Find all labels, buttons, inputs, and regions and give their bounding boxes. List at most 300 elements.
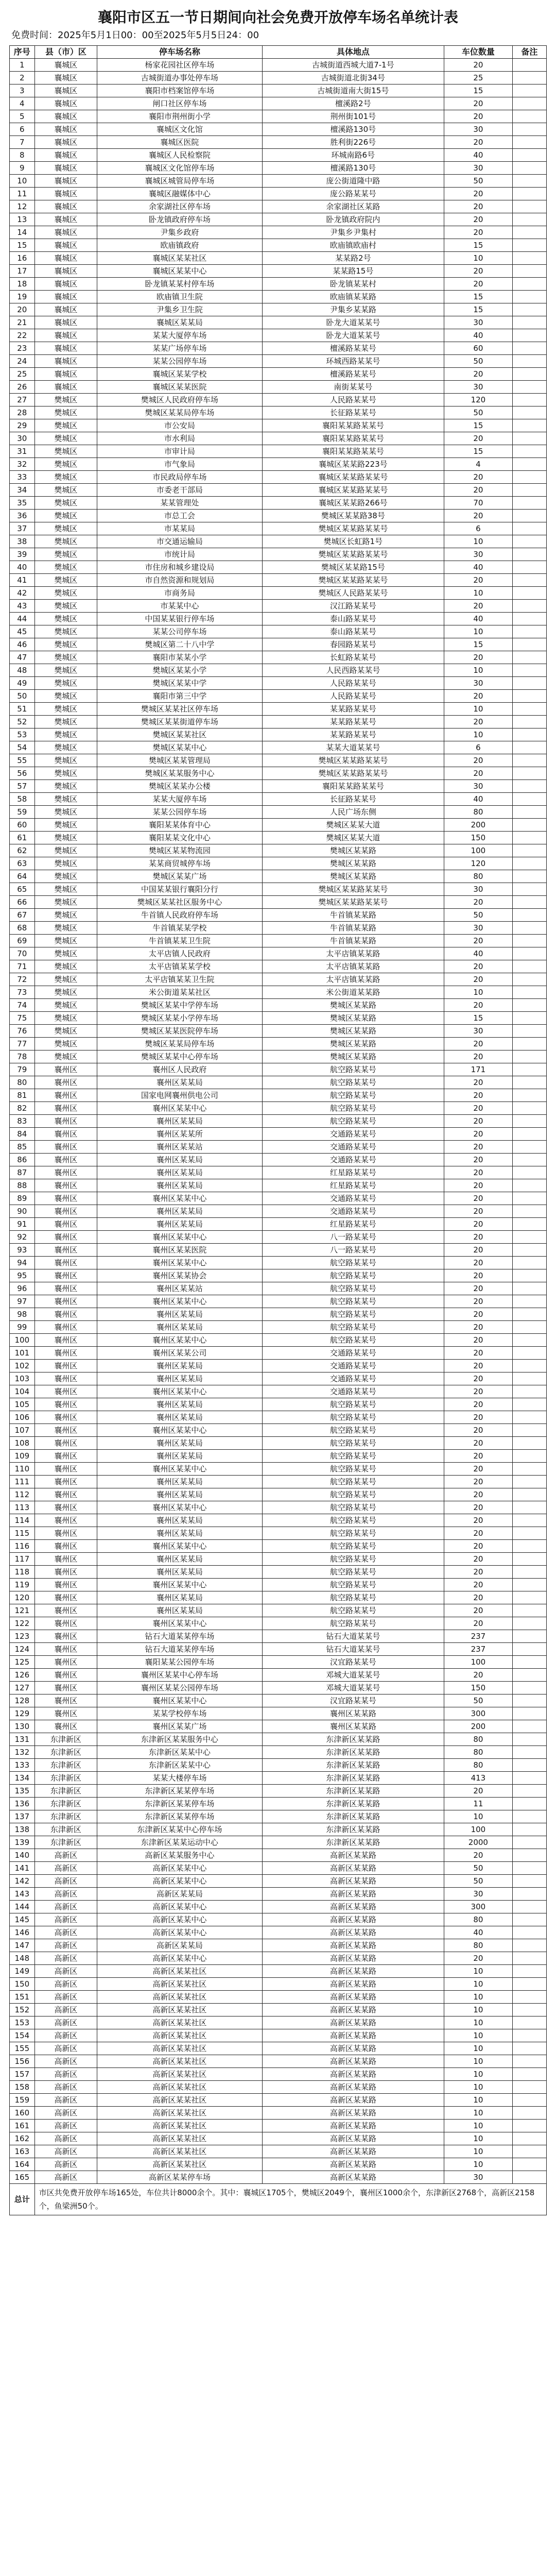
- row-district: 襄州区: [34, 1321, 97, 1334]
- table-row: [10, 793, 547, 806]
- row-lot-name: 樊城区某某局停车场: [97, 1038, 262, 1050]
- row-lot-name: 襄州区某某局: [97, 1527, 262, 1540]
- row-index: 79: [10, 1063, 35, 1076]
- row-remarks: [512, 291, 546, 303]
- row-lot-name: 襄州区某某中心: [97, 1231, 262, 1244]
- table-row: [10, 1269, 547, 1282]
- row-location: 襄城区某某路223号: [262, 458, 444, 471]
- row-spaces: 20: [444, 1372, 513, 1385]
- row-lot-name: 襄城区城管局停车场: [97, 175, 262, 188]
- row-lot-name: 襄州区某某协会: [97, 1269, 262, 1282]
- row-index: 36: [10, 510, 35, 522]
- row-district: 高新区: [34, 2145, 97, 2158]
- row-spaces: 15: [444, 303, 513, 316]
- row-district: 樊城区: [34, 857, 97, 870]
- row-remarks: [512, 1939, 546, 1952]
- table-row: [10, 1424, 547, 1437]
- row-spaces: 10: [444, 1810, 513, 1823]
- row-location: 航空路某某号: [262, 1424, 444, 1437]
- table-row: [10, 1321, 547, 1334]
- row-remarks: [512, 252, 546, 265]
- row-remarks: [512, 896, 546, 909]
- table-row: [10, 252, 547, 265]
- table-row: [10, 1978, 547, 1991]
- row-spaces: 10: [444, 2055, 513, 2068]
- row-lot-name: 襄州区某某局: [97, 1360, 262, 1372]
- row-index: 160: [10, 2107, 35, 2120]
- row-location: 高新区某某路: [262, 1862, 444, 1875]
- row-spaces: 20: [444, 767, 513, 780]
- row-remarks: [512, 1244, 546, 1257]
- row-district: 襄州区: [34, 1669, 97, 1682]
- table-row: [10, 638, 547, 651]
- row-index: 30: [10, 432, 35, 445]
- row-location: 樊城区人民路某某号: [262, 587, 444, 600]
- row-lot-name: 市住房和城乡建设局: [97, 561, 262, 574]
- row-remarks: [512, 200, 546, 213]
- row-location: 东津新区某某路: [262, 1785, 444, 1798]
- row-remarks: [512, 1746, 546, 1759]
- row-remarks: [512, 1591, 546, 1604]
- row-index: 69: [10, 935, 35, 947]
- row-lot-name: 市总工会: [97, 510, 262, 522]
- row-spaces: 20: [444, 1128, 513, 1141]
- row-location: 交通路某某号: [262, 1141, 444, 1154]
- row-index: 63: [10, 857, 35, 870]
- row-location: 人民路某某号: [262, 394, 444, 406]
- row-remarks: [512, 1669, 546, 1682]
- row-index: 115: [10, 1527, 35, 1540]
- row-district: 樊城区: [34, 870, 97, 883]
- row-district: 高新区: [34, 2004, 97, 2016]
- row-location: 檀溪路2号: [262, 97, 444, 110]
- table-row: [10, 303, 547, 316]
- row-lot-name: 襄州区某某中心: [97, 1540, 262, 1553]
- row-district: 襄州区: [34, 1231, 97, 1244]
- row-lot-name: 某某公司停车场: [97, 625, 262, 638]
- row-district: 高新区: [34, 2042, 97, 2055]
- row-index: 88: [10, 1179, 35, 1192]
- row-location: 高新区某某路: [262, 1875, 444, 1888]
- row-index: 113: [10, 1501, 35, 1514]
- row-index: 60: [10, 819, 35, 832]
- table-row: [10, 2081, 547, 2094]
- row-spaces: 50: [444, 175, 513, 188]
- row-remarks: [512, 1257, 546, 1269]
- row-lot-name: 尹集乡政府: [97, 226, 262, 239]
- row-location: 航空路某某号: [262, 1269, 444, 1282]
- row-spaces: 20: [444, 1102, 513, 1115]
- row-lot-name: 襄州区某某局: [97, 1591, 262, 1604]
- row-lot-name: 樊城区某某社区: [97, 728, 262, 741]
- row-remarks: [512, 535, 546, 548]
- row-spaces: 10: [444, 728, 513, 741]
- row-lot-name: 高新区某某中心: [97, 1926, 262, 1939]
- row-index: 114: [10, 1514, 35, 1527]
- table-row: [10, 445, 547, 458]
- row-remarks: [512, 1295, 546, 1308]
- row-remarks: [512, 1192, 546, 1205]
- row-remarks: [512, 97, 546, 110]
- row-district: 襄州区: [34, 1553, 97, 1566]
- row-spaces: 40: [444, 1926, 513, 1939]
- row-district: 襄州区: [34, 1540, 97, 1553]
- document-subtitle: 免费时间：2025年5月1日00：00至2025年5月5日24：00: [11, 30, 259, 41]
- row-index: 44: [10, 613, 35, 625]
- row-lot-name: 襄州区某某局: [97, 1437, 262, 1450]
- row-remarks: [512, 2004, 546, 2016]
- table-row: [10, 1939, 547, 1952]
- row-district: 襄州区: [34, 1579, 97, 1591]
- row-remarks: [512, 1385, 546, 1398]
- row-location: 樊城区某某路某某号: [262, 754, 444, 767]
- row-location: 高新区某某路: [262, 1888, 444, 1901]
- row-location: 樊城区某某大道: [262, 832, 444, 844]
- row-index: 40: [10, 561, 35, 574]
- table-row: [10, 278, 547, 291]
- row-spaces: 30: [444, 780, 513, 793]
- row-district: 襄州区: [34, 1166, 97, 1179]
- table-row: [10, 123, 547, 136]
- row-district: 高新区: [34, 1952, 97, 1965]
- row-lot-name: 樊城区某某办公楼: [97, 780, 262, 793]
- row-index: 74: [10, 999, 35, 1012]
- row-location: 某某路某某号: [262, 728, 444, 741]
- row-location: 檀溪路某某号: [262, 342, 444, 355]
- row-location: 襄阳某某路某某号: [262, 419, 444, 432]
- row-district: 襄州区: [34, 1205, 97, 1218]
- row-index: 90: [10, 1205, 35, 1218]
- row-district: 樊城区: [34, 922, 97, 935]
- row-district: 襄州区: [34, 1656, 97, 1669]
- row-remarks: [512, 1437, 546, 1450]
- row-remarks: [512, 857, 546, 870]
- row-index: 33: [10, 471, 35, 484]
- table-row: [10, 1295, 547, 1308]
- row-location: 樊城区某某路15号: [262, 561, 444, 574]
- table-row: [10, 2171, 547, 2184]
- row-remarks: [512, 1810, 546, 1823]
- row-remarks: [512, 1038, 546, 1050]
- row-index: 72: [10, 973, 35, 986]
- row-lot-name: 钻石大道某某停车场: [97, 1643, 262, 1656]
- row-spaces: 237: [444, 1643, 513, 1656]
- row-district: 高新区: [34, 1913, 97, 1926]
- row-district: 东津新区: [34, 1836, 97, 1849]
- row-spaces: 20: [444, 1166, 513, 1179]
- row-lot-name: 高新区某某社区: [97, 2004, 262, 2016]
- table-row: [10, 561, 547, 574]
- row-district: 襄州区: [34, 1707, 97, 1720]
- row-spaces: 20: [444, 1398, 513, 1411]
- row-location: 襄阳某某路某某号: [262, 432, 444, 445]
- row-spaces: 20: [444, 1192, 513, 1205]
- row-location: 樊城区某某路某某号: [262, 896, 444, 909]
- row-index: 122: [10, 1617, 35, 1630]
- row-spaces: 20: [444, 1527, 513, 1540]
- table-row: [10, 1823, 547, 1836]
- row-district: 樊城区: [34, 780, 97, 793]
- row-lot-name: 襄城区医院: [97, 136, 262, 149]
- row-district: 襄州区: [34, 1115, 97, 1128]
- row-location: 航空路某某号: [262, 1617, 444, 1630]
- row-location: 米公街道某某路: [262, 986, 444, 999]
- table-row: [10, 1437, 547, 1450]
- row-spaces: 100: [444, 844, 513, 857]
- table-row: [10, 291, 547, 303]
- row-spaces: 15: [444, 638, 513, 651]
- table-row: [10, 2120, 547, 2132]
- row-lot-name: 襄城区某某中心: [97, 265, 262, 278]
- table-row: [10, 1888, 547, 1901]
- row-lot-name: 樊城区某某局停车场: [97, 406, 262, 419]
- row-district: 高新区: [34, 2120, 97, 2132]
- row-remarks: [512, 999, 546, 1012]
- row-remarks: [512, 84, 546, 97]
- row-location: 泰山路某某号: [262, 625, 444, 638]
- row-index: 75: [10, 1012, 35, 1025]
- row-remarks: [512, 110, 546, 123]
- row-spaces: 50: [444, 1875, 513, 1888]
- document-title: 襄阳市区五一节日期间向社会免费开放停车场名单统计表: [97, 9, 458, 26]
- row-lot-name: 襄州区某某中心: [97, 1334, 262, 1347]
- row-index: 131: [10, 1733, 35, 1746]
- row-remarks: [512, 638, 546, 651]
- row-location: 余家湖社区某路: [262, 200, 444, 213]
- table-row: [10, 1785, 547, 1798]
- row-lot-name: 樊城区某某中心停车场: [97, 1050, 262, 1063]
- row-lot-name: 高新区某某局: [97, 1939, 262, 1952]
- row-location: 航空路某某号: [262, 1604, 444, 1617]
- row-district: 高新区: [34, 1991, 97, 2004]
- table-row: [10, 999, 547, 1012]
- row-location: 航空路某某号: [262, 1591, 444, 1604]
- row-remarks: [512, 935, 546, 947]
- row-index: 13: [10, 213, 35, 226]
- row-spaces: 40: [444, 947, 513, 960]
- row-index: 29: [10, 419, 35, 432]
- row-location: 航空路某某号: [262, 1501, 444, 1514]
- table-row: [10, 2132, 547, 2145]
- row-spaces: 10: [444, 986, 513, 999]
- row-lot-name: 某某大厦停车场: [97, 793, 262, 806]
- row-lot-name: 市商务局: [97, 587, 262, 600]
- row-spaces: 100: [444, 1656, 513, 1669]
- header-lot-name: 停车场名称: [97, 46, 262, 59]
- row-location: 尹集乡某某路: [262, 303, 444, 316]
- row-location: 檀溪路某某号: [262, 368, 444, 381]
- row-spaces: 20: [444, 1411, 513, 1424]
- row-remarks: [512, 1360, 546, 1372]
- row-index: 84: [10, 1128, 35, 1141]
- row-lot-name: 中国某某银行停车场: [97, 613, 262, 625]
- row-district: 东津新区: [34, 1746, 97, 1759]
- row-remarks: [512, 1630, 546, 1643]
- table-row: [10, 1308, 547, 1321]
- row-lot-name: 襄州区某某局: [97, 1514, 262, 1527]
- row-index: 39: [10, 548, 35, 561]
- header-spaces: 车位数量: [444, 46, 513, 59]
- row-index: 143: [10, 1888, 35, 1901]
- row-location: 航空路某某号: [262, 1089, 444, 1102]
- row-lot-name: 高新区某某服务中心: [97, 1849, 262, 1862]
- row-location: 航空路某某号: [262, 1488, 444, 1501]
- row-spaces: 30: [444, 381, 513, 394]
- row-remarks: [512, 239, 546, 252]
- row-remarks: [512, 870, 546, 883]
- row-lot-name: 高新区某某社区: [97, 2042, 262, 2055]
- table-row: [10, 1089, 547, 1102]
- row-index: 119: [10, 1579, 35, 1591]
- row-spaces: 30: [444, 162, 513, 175]
- row-index: 64: [10, 870, 35, 883]
- row-location: 航空路某某号: [262, 1076, 444, 1089]
- row-index: 51: [10, 703, 35, 716]
- row-lot-name: 襄州区某某中心: [97, 1257, 262, 1269]
- row-remarks: [512, 1166, 546, 1179]
- row-index: 133: [10, 1759, 35, 1772]
- row-lot-name: 高新区某某社区: [97, 2120, 262, 2132]
- row-location: 航空路某某号: [262, 1450, 444, 1463]
- row-remarks: [512, 213, 546, 226]
- row-lot-name: 襄州区某某局: [97, 1488, 262, 1501]
- row-index: 111: [10, 1476, 35, 1488]
- row-location: 环城南路6号: [262, 149, 444, 162]
- row-lot-name: 襄阳市某某小学: [97, 651, 262, 664]
- row-district: 襄城区: [34, 136, 97, 149]
- row-lot-name: 市气象局: [97, 458, 262, 471]
- row-remarks: [512, 1218, 546, 1231]
- row-district: 樊城区: [34, 999, 97, 1012]
- row-location: 某某路2号: [262, 252, 444, 265]
- row-lot-name: 钻石大道某某停车场: [97, 1630, 262, 1643]
- row-location: 人民西路某某号: [262, 664, 444, 677]
- row-index: 134: [10, 1772, 35, 1785]
- row-location: 航空路某某号: [262, 1437, 444, 1450]
- row-lot-name: 高新区某某社区: [97, 1965, 262, 1978]
- table-row: [10, 1025, 547, 1038]
- row-location: 樊城区某某路: [262, 1050, 444, 1063]
- row-lot-name: 某某管理处: [97, 497, 262, 510]
- row-district: 襄州区: [34, 1141, 97, 1154]
- row-index: 71: [10, 960, 35, 973]
- row-lot-name: 襄州区某某局: [97, 1411, 262, 1424]
- row-location: 高新区某某路: [262, 2094, 444, 2107]
- table-row: [10, 1849, 547, 1862]
- row-index: 89: [10, 1192, 35, 1205]
- row-district: 樊城区: [34, 832, 97, 844]
- row-spaces: 20: [444, 1334, 513, 1347]
- row-location: 交通路某某号: [262, 1347, 444, 1360]
- row-index: 70: [10, 947, 35, 960]
- row-location: 航空路某某号: [262, 1514, 444, 1527]
- row-spaces: 150: [444, 832, 513, 844]
- row-district: 襄城区: [34, 355, 97, 368]
- row-index: 47: [10, 651, 35, 664]
- row-lot-name: 高新区某某社区: [97, 2158, 262, 2171]
- row-remarks: [512, 1952, 546, 1965]
- row-district: 樊城区: [34, 819, 97, 832]
- row-location: 樊城区某某路某某号: [262, 883, 444, 896]
- row-lot-name: 襄州区某某公园停车场: [97, 1682, 262, 1694]
- row-district: 樊城区: [34, 419, 97, 432]
- row-location: 高新区某某路: [262, 2107, 444, 2120]
- row-district: 樊城区: [34, 728, 97, 741]
- row-location: 东津新区某某路: [262, 1823, 444, 1836]
- row-remarks: [512, 2171, 546, 2184]
- row-spaces: 20: [444, 200, 513, 213]
- row-lot-name: 市委老干部局: [97, 484, 262, 497]
- row-spaces: 10: [444, 252, 513, 265]
- row-index: 108: [10, 1437, 35, 1450]
- row-index: 137: [10, 1810, 35, 1823]
- row-location: 南街某某号: [262, 381, 444, 394]
- row-remarks: [512, 1321, 546, 1334]
- row-district: 襄城区: [34, 84, 97, 97]
- row-lot-name: 襄州区某某局: [97, 1450, 262, 1463]
- table-row: [10, 497, 547, 510]
- row-location: 欧庙镇某某路: [262, 291, 444, 303]
- row-spaces: 60: [444, 342, 513, 355]
- table-row: [10, 1682, 547, 1694]
- row-lot-name: 高新区某某社区: [97, 2107, 262, 2120]
- row-index: 144: [10, 1901, 35, 1913]
- table-row: [10, 1372, 547, 1385]
- row-lot-name: 樊城区某某物流园: [97, 844, 262, 857]
- row-spaces: 20: [444, 1579, 513, 1591]
- row-lot-name: 樊城区第二十八中学: [97, 638, 262, 651]
- row-remarks: [512, 548, 546, 561]
- table-row: [10, 355, 547, 368]
- row-spaces: 20: [444, 1540, 513, 1553]
- row-location: 襄州区某某路: [262, 1707, 444, 1720]
- row-lot-name: 襄州区某某局: [97, 1321, 262, 1334]
- row-spaces: 10: [444, 2120, 513, 2132]
- row-location: 环城西路某某号: [262, 355, 444, 368]
- row-index: 21: [10, 316, 35, 329]
- row-district: 襄城区: [34, 303, 97, 316]
- row-district: 樊城区: [34, 613, 97, 625]
- table-row: [10, 1669, 547, 1682]
- row-index: 103: [10, 1372, 35, 1385]
- row-location: 泰山路某某号: [262, 613, 444, 625]
- row-remarks: [512, 1875, 546, 1888]
- row-spaces: 200: [444, 1720, 513, 1733]
- table-row: [10, 2145, 547, 2158]
- table-row: [10, 1231, 547, 1244]
- table-row: [10, 342, 547, 355]
- row-index: 156: [10, 2055, 35, 2068]
- row-remarks: [512, 368, 546, 381]
- table-row: [10, 136, 547, 149]
- row-spaces: 70: [444, 497, 513, 510]
- row-lot-name: 襄州区某某中心: [97, 1424, 262, 1437]
- row-spaces: 10: [444, 587, 513, 600]
- row-location: 高新区某某路: [262, 1913, 444, 1926]
- table-row: [10, 368, 547, 381]
- row-lot-name: 高新区某某社区: [97, 2055, 262, 2068]
- row-remarks: [512, 1411, 546, 1424]
- row-spaces: 20: [444, 213, 513, 226]
- row-district: 襄州区: [34, 1076, 97, 1089]
- table-row: [10, 2158, 547, 2171]
- row-index: 146: [10, 1926, 35, 1939]
- row-spaces: 11: [444, 1798, 513, 1810]
- row-location: 卧龙大道某某号: [262, 329, 444, 342]
- row-location: 东津新区某某路: [262, 1836, 444, 1849]
- table-row: [10, 767, 547, 780]
- row-district: 高新区: [34, 1875, 97, 1888]
